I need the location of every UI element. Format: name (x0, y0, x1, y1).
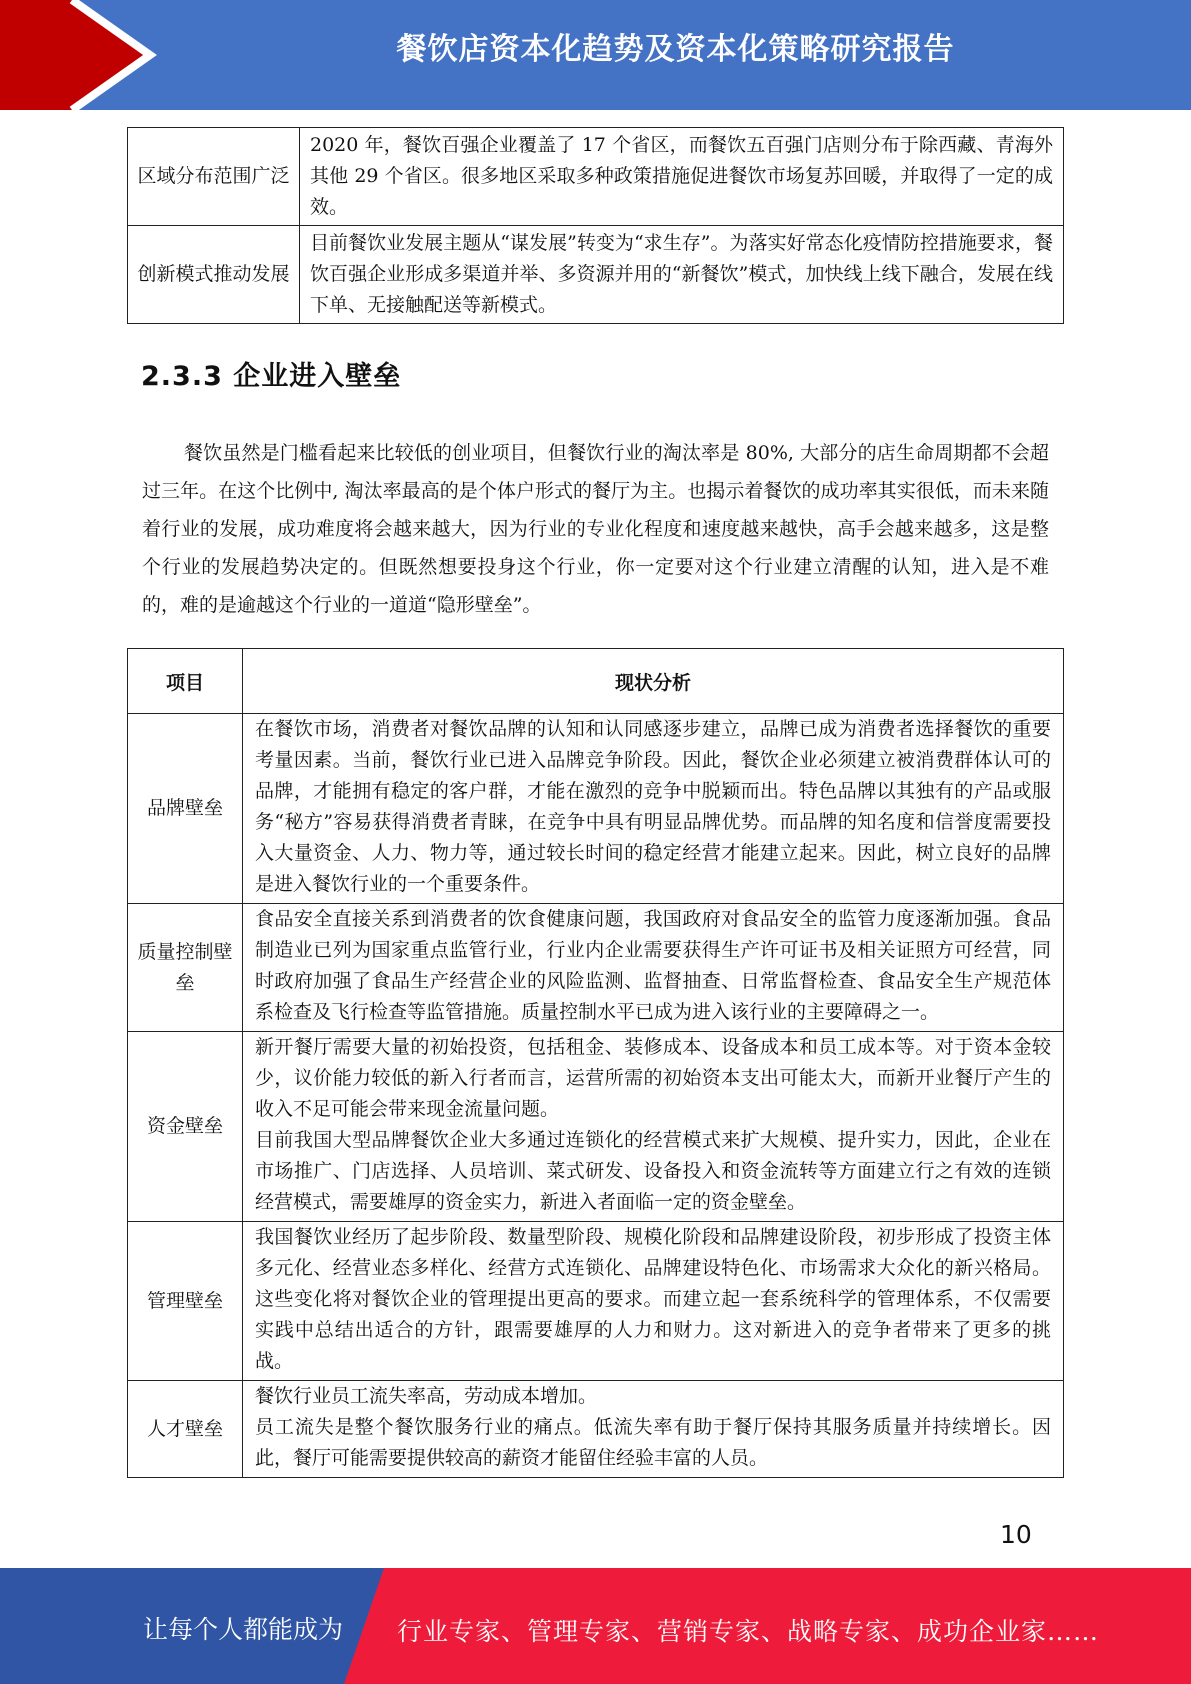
table-row (128, 1222, 1064, 1381)
table-row (128, 226, 1064, 324)
footer-slogan-right: 行业专家、管理专家、营销专家、战略专家、成功企业家…… (397, 1617, 1100, 1646)
barrier-analysis (243, 714, 1064, 904)
barrier-label: 品牌壁垒 (128, 714, 243, 904)
analysis-paragraph: 新开餐厅需要大量的初始投资，包括租金、装修成本、设备成本和员工成本等。对于资本金较少，议价能力较低的新入行者而言，运营所需的初始资本支出可能太大，而新开业餐厅产生的收入不足可能会带来现金流量问题。 (255, 1036, 1051, 1120)
table-row (128, 128, 1064, 226)
barrier-analysis (243, 1222, 1064, 1381)
table-row (128, 1381, 1064, 1478)
page-number: 10 (1000, 1520, 1032, 1549)
barriers-table (127, 648, 1064, 1478)
barrier-label: 人才壁垒 (128, 1381, 243, 1478)
analysis-paragraph: 员工流失是整个餐饮服务行业的痛点。低流失率有助于餐厅保持其服务质量并持续增长。因此，餐厅可能需要提供较高的薪资才能留住经验丰富的人员。 (255, 1416, 1051, 1469)
table-row (128, 1032, 1064, 1222)
trend-table (127, 127, 1064, 324)
section-paragraph: 餐饮虽然是门槛看起来比较低的创业项目，但餐饮行业的淘汰率是 80%, 大部分的店生命周期都不会超过三年。在这个比例中, 淘汰率最高的是个体户形式的餐厅为主。也揭示着餐饮的成功率其实很低，而未来随着行业的发展，成功难度将会越来越大，因为行业的专业化程度和速度越来越快，高手会越来越多，这是整个行业的发展趋势决定的。但既然想要投身这个行业，你一定要对这个行业建立清醒的认知，进入是不难的，难的是逾越这个行业的一道道“隐形壁垒”。 (142, 442, 1049, 616)
analysis-paragraph: 餐饮行业员工流失率高，劳动成本增加。 (255, 1385, 598, 1407)
analysis-paragraph: 在餐饮市场，消费者对餐饮品牌的认知和认同感逐步建立，品牌已成为消费者选择餐饮的重要考量因素。当前，餐饮行业已进入品牌竞争阶段。因此，餐饮企业必须建立被消费群体认可的品牌，才能拥有稳定的客户群，才能在激烈的竞争中脱颖而出。特色品牌以其独有的产品或服务“秘方”容易获得消费者青睐，在竞争中具有明显品牌优势。而品牌的知名度和信誉度需要投入大量资金、人力、物力等，通过较长时间的稳定经营才能建立起来。因此，树立良好的品牌是进入餐饮行业的一个重要条件。 (255, 718, 1051, 895)
page-footer (0, 1568, 1191, 1684)
barrier-analysis (243, 1381, 1064, 1478)
document-title: 餐饮店资本化趋势及资本化策略研究报告 (396, 32, 955, 67)
barrier-label: 质量控制壁垒 (128, 904, 243, 1032)
analysis-paragraph: 食品安全直接关系到消费者的饮食健康问题，我国政府对食品安全的监管力度逐渐加强。食品制造业已列为国家重点监管行业，行业内企业需要获得生产许可证书及相关证照方可经营，同时政府加强了食品生产经营企业的风险监测、监督抽查、日常监督检查、食品安全生产规范体系检查及飞行检查等监管措施。质量控制水平已成为进入该行业的主要障碍之一。 (255, 908, 1051, 1023)
barrier-label: 管理壁垒 (128, 1222, 243, 1381)
barrier-label: 资金壁垒 (128, 1032, 243, 1222)
analysis-paragraph: 我国餐饮业经历了起步阶段、数量型阶段、规模化阶段和品牌建设阶段，初步形成了投资主体多元化、经营业态多样化、经营方式连锁化、品牌建设特色化、市场需求大众化的新兴格局。这些变化将对餐饮企业的管理提出更高的要求。而建立起一套系统科学的管理体系，不仅需要实践中总结出适合的方针，跟需要雄厚的人力和财力。这对新进入的竞争者带来了更多的挑战。 (255, 1226, 1051, 1372)
barrier-analysis (243, 904, 1064, 1032)
row-label: 区域分布范围广泛 (128, 128, 300, 226)
section-heading: 2.3.3 企业进入壁垒 (141, 361, 402, 392)
row-text: 目前餐饮业发展主题从“谋发展”转变为“求生存”。为落实好常态化疫情防控措施要求，餐饮百强企业形成多渠道并举、多资源并用的“新餐饮”模式，加快线上线下融合，发展在线下单、无接触配送等新模式。 (300, 226, 1064, 324)
table-header-row (128, 649, 1064, 714)
row-text: 2020 年，餐饮百强企业覆盖了 17 个省区，而餐饮五百强门店则分布于除西藏、青海外其他 29 个省区。很多地区采取多种政策措施促进餐饮市场复苏回暖，并取得了一定的成效。 (300, 128, 1064, 226)
row-label: 创新模式推动发展 (128, 226, 300, 324)
header-red-chevron (0, 0, 150, 110)
barrier-analysis (243, 1032, 1064, 1222)
page-header (0, 0, 1191, 110)
analysis-paragraph: 目前我国大型品牌餐饮企业大多通过连锁化的经营模式来扩大规模、提升实力，因此，企业在市场推广、门店选择、人员培训、菜式研发、设备投入和资金流转等方面建立行之有效的连锁经营模式，需要雄厚的资金实力，新进入者面临一定的资金壁垒。 (255, 1129, 1051, 1213)
table-row (128, 904, 1064, 1032)
table-row (128, 714, 1064, 904)
column-header-analysis: 现状分析 (243, 649, 1064, 714)
footer-slogan-left: 让每个人都能成为 (143, 1615, 344, 1644)
column-header-item: 项目 (128, 649, 243, 714)
